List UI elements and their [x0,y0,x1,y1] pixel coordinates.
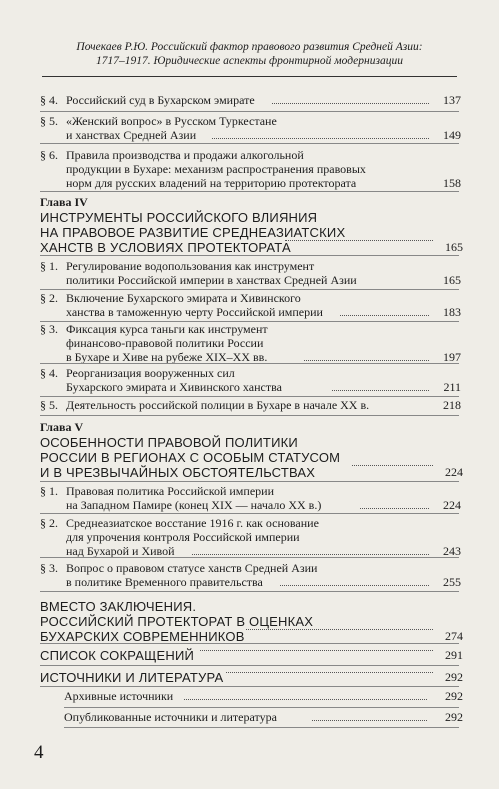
section-number: § 4. [40,366,58,380]
section-page: 211 [443,380,461,394]
section-title-line: ханства в таможенную черту Российской империи [66,305,323,319]
section-title-line: Реорганизация вооруженных сил [66,366,235,380]
entry-divider [40,191,459,192]
header-line-1: Почекаев Р.Ю. Российский фактор правового развития Средней Азии: [76,41,423,53]
page-number: 4 [34,742,44,763]
section-number: § 2. [40,291,58,305]
entry-divider [40,111,459,112]
section-title-line: Деятельность российской полиции в Бухаре в начале XX в. [66,398,370,412]
dot-leader [184,699,427,700]
entry-divider [64,707,459,708]
section-number: § 5. [40,114,58,128]
chapter-4-title[interactable] [40,210,463,255]
toc-entry-published-sources[interactable] [64,710,463,724]
conclusion-title[interactable] [40,599,463,644]
entry-divider [40,643,459,644]
section-page: 158 [443,176,461,190]
entry-divider [40,415,459,416]
section-title-line: финансово-правовой политики России [66,336,264,350]
section-title-line: «Женский вопрос» в Русском Туркестане [66,114,277,128]
section-page: 243 [443,544,461,558]
section-number: § 3. [40,561,58,575]
section-title-line: продукции в Бухаре: механизм распространения правовых [66,162,366,176]
section-page: 197 [443,350,461,364]
dot-leader [304,360,429,361]
toc-entry-ch3-s4[interactable] [40,93,461,107]
section-title-line: Фиксация курса таньги как инструмент [66,322,268,336]
entry-divider [40,513,459,514]
entry-divider [40,481,459,482]
toc-entry-ch3-s5[interactable] [40,114,461,142]
entry-divider [40,591,459,592]
sources-page: 292 [445,670,463,684]
dot-leader [200,650,433,651]
toc-entry-archive-sources[interactable] [64,689,463,703]
toc-entry-ch3-s6[interactable] [40,148,461,190]
running-header [30,40,469,68]
toc-entry-ch5-s1[interactable] [40,484,461,512]
section-page: 137 [443,93,461,107]
dot-leader [246,629,433,630]
toc-entry-ch5-s3[interactable] [40,561,461,589]
entry-divider [40,557,459,558]
section-number: § 2. [40,516,58,530]
chapter-4-label: Глава IV [40,195,88,209]
section-title-line: политики Российской империи в ханствах Средней Азии [66,273,357,287]
chapter-5-label: Глава V [40,420,84,434]
section-number: § 3. [40,322,58,336]
chapter-title-line: ОСОБЕННОСТИ ПРАВОВОЙ ПОЛИТИКИ [40,435,298,450]
chapter-title-line: БУХАРСКИХ СОВРЕМЕННИКОВ [40,629,245,644]
section-number: § 1. [40,259,58,273]
dot-leader [280,585,429,586]
section-page: 255 [443,575,461,589]
header-line-2: 1717–1917. Юридические аспекты фронтирной модернизации [96,55,403,67]
subentry-page: 292 [445,710,463,724]
chapter-title-line: РОССИИ В РЕГИОНАХ С ОСОБЫМ СТАТУСОМ [40,450,341,465]
entry-divider [40,143,459,144]
chapter-title-line: НА ПРАВОВОЕ РАЗВИТИЕ СРЕДНЕАЗИАТСКИХ [40,225,346,240]
toc-entry-ch4-s3[interactable] [40,322,461,364]
dot-leader [360,508,429,509]
toc-entry-ch4-s1[interactable] [40,259,461,287]
section-page: 183 [443,305,461,319]
dot-leader [226,672,433,673]
abbreviations-label: СПИСОК СОКРАЩЕНИЙ [40,648,195,663]
chapter-title-line: И В ЧРЕЗВЫЧАЙНЫХ ОБСТОЯТЕЛЬСТВАХ [40,465,316,480]
section-title-line: на Западном Памире (конец XIX — начало XX в.) [66,498,322,512]
entry-divider [40,686,459,687]
sources-label: ИСТОЧНИКИ И ЛИТЕРАТУРА [40,670,224,685]
section-title-line: Регулирование водопользования как инструмент [66,259,315,273]
toc-entry-ch4-s2[interactable] [40,291,461,319]
toc-entry-ch5-s2[interactable] [40,516,461,558]
dot-leader [352,465,433,466]
entry-divider [40,665,459,666]
section-title-line: Бухарского эмирата и Хивинского ханства [66,380,282,394]
section-title-line: в политике Временного правительства [66,575,263,589]
dot-leader [272,103,429,104]
section-page: 218 [443,398,461,412]
section-page: 165 [443,273,461,287]
entry-divider [40,289,459,290]
chapter-title-line: ВМЕСТО ЗАКЛЮЧЕНИЯ. [40,599,197,614]
dot-leader [332,390,429,391]
entry-divider [40,255,459,256]
section-title-line: Российский суд в Бухарском эмирате [66,93,255,107]
header-rule [42,76,457,77]
chapter-4-page: 165 [445,240,463,254]
section-title-line: Правила производства и продажи алкогольной [66,148,304,162]
section-title-line: Включение Бухарского эмирата и Хивинского [66,291,301,305]
section-title-line: Правовая политика Российской империи [66,484,274,498]
subentry-label: Архивные источники [64,689,174,703]
entry-divider [40,363,459,364]
conclusion-page: 274 [445,629,463,643]
dot-leader [285,240,433,241]
section-title-line: в Бухаре и Хиве на рубеже XIX–XX вв. [66,350,268,364]
section-number: § 6. [40,148,58,162]
dot-leader [340,315,429,316]
section-page: 224 [443,498,461,512]
chapter-5-page: 224 [445,465,463,479]
section-title-line: над Бухарой и Хивой [66,544,175,558]
dot-leader [212,138,429,139]
abbreviations-page: 291 [445,648,463,662]
section-title-line: норм для русских владений на территорию протектората [66,176,357,190]
toc-entry-ch4-s5[interactable] [40,398,461,412]
toc-entry-ch4-s4[interactable] [40,366,461,394]
section-title-line: для упрочения контроля Российской империи [66,530,300,544]
section-number: § 5. [40,398,58,412]
entry-divider [64,727,459,728]
section-title-line: Среднеазиатское восстание 1916 г. как основание [66,516,319,530]
section-title-line: Вопрос о правовом статусе ханств Средней Азии [66,561,318,575]
section-title-line: и ханствах Средней Азии [66,128,197,142]
dot-leader [312,720,427,721]
dot-leader [192,554,429,555]
chapter-title-line: ХАНСТВ В УСЛОВИЯХ ПРОТЕКТОРАТА [40,240,291,255]
chapter-title-line: ИНСТРУМЕНТЫ РОССИЙСКОГО ВЛИЯНИЯ [40,210,318,225]
section-page: 149 [443,128,461,142]
subentry-label: Опубликованные источники и литература [64,710,277,724]
section-number: § 1. [40,484,58,498]
chapter-5-title[interactable] [40,435,463,480]
entry-divider [40,396,459,397]
section-number: § 4. [40,93,58,107]
chapter-title-line: РОССИЙСКИЙ ПРОТЕКТОРАТ В ОЦЕНКАХ [40,614,314,629]
subentry-page: 292 [445,689,463,703]
